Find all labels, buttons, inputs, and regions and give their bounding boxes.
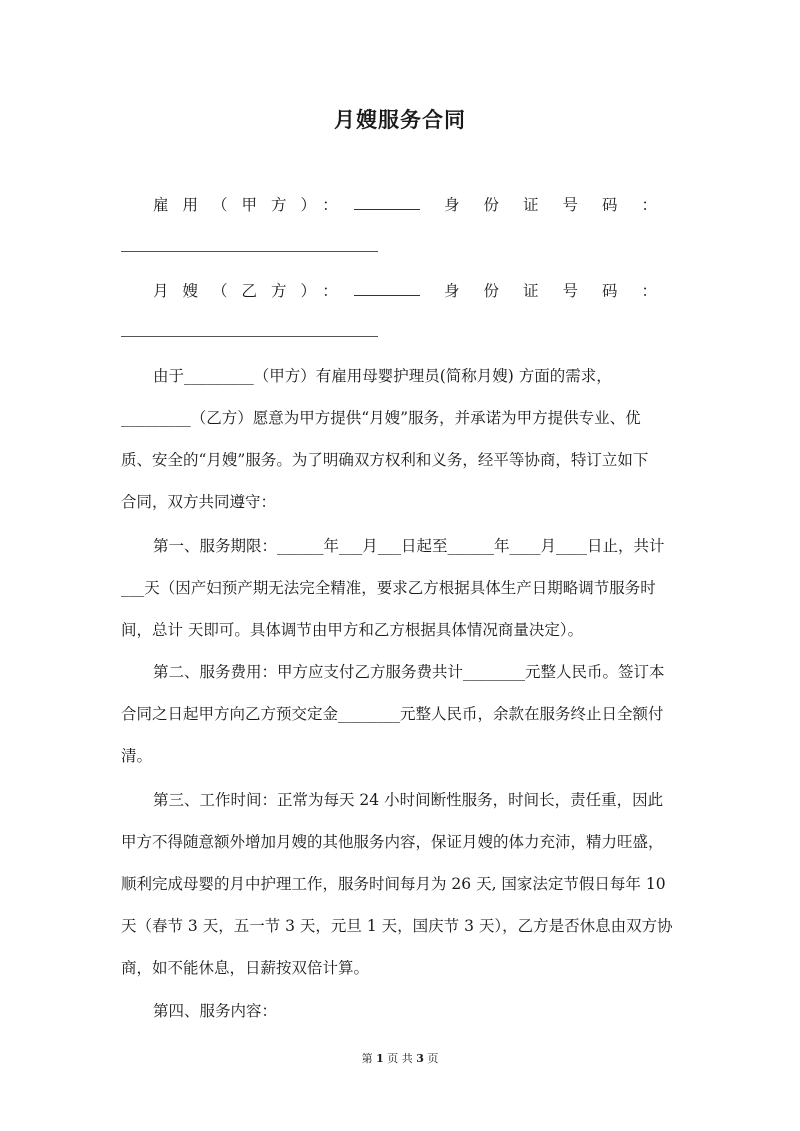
paragraph-1-line-1: 由于_________（甲方）有雇用母婴护理员(简称月嫂) 方面的需求， (153, 367, 612, 385)
footer-prefix: 第 (361, 1052, 373, 1065)
paragraph-2-line-2: ___天（因产妇预产期无法完全精准，要求乙方根据具体生产日期略调节服务时 (121, 579, 656, 597)
paragraph-4-line-3: 顺利完成母婴的月中护理工作，服务时间每月为 26 天, 国家法定节假日每年 10 (121, 875, 666, 893)
party-a-id-blank (121, 251, 378, 252)
page-footer (0, 1050, 800, 1066)
paragraph-2-line-3: 间，总计 天即可。具体调节由甲方和乙方根据具体情况商量决定）。 (121, 621, 584, 639)
party-b-label: 月嫂（乙方）： (153, 282, 352, 300)
paragraph-1-line-3: 质、安全的“月嫂”服务。为了明确双方权利和义务，经平等协商，特订立如下 (121, 451, 649, 469)
paragraph-3-line-1: 第二、服务费用：甲方应支付乙方服务费共计________元整人民币。签订本 (153, 663, 665, 681)
party-b-id-blank (121, 336, 378, 337)
footer-middle: 页 共 (387, 1052, 413, 1065)
paragraph-1-line-2: _________（乙方）愿意为甲方提供“月嫂”服务，并承诺为甲方提供专业、优 (121, 409, 641, 427)
party-a-id-label: 身份证号码： (443, 196, 681, 214)
paragraph-5-line-1: 第四、服务内容： (153, 1002, 278, 1020)
footer-suffix: 页 (427, 1052, 439, 1065)
footer-total-pages: 3 (416, 1052, 424, 1065)
paragraph-3-line-2: 合同之日起甲方向乙方预交定金________元整人民币，余款在服务终止日全额付 (121, 705, 664, 723)
party-b-row (121, 279, 681, 301)
paragraph-2-line-1: 第一、服务期限：______年___月___日起至______年____月____日止，共计 (153, 537, 665, 555)
party-a-label: 雇用（甲方）： (153, 196, 352, 214)
paragraph-4-line-4: 天（春节 3 天，五一节 3 天，元旦 1 天，国庆节 3 天），乙方是否休息由双方协 (121, 917, 673, 935)
paragraph-3-line-3: 清。 (121, 747, 153, 765)
paragraph-4-line-5: 商，如不能休息，日薪按双倍计算。 (121, 959, 370, 977)
footer-page-number: 1 (376, 1052, 384, 1065)
party-b-name-blank (354, 281, 420, 296)
party-b-id-label: 身份证号码： (443, 282, 681, 300)
party-a-name-blank (354, 195, 420, 210)
paragraph-4-line-2: 甲方不得随意额外增加月嫂的其他服务内容，保证月嫂的体力充沛，精力旺盛， (121, 833, 664, 851)
party-a-row (121, 193, 681, 215)
paragraph-1-line-4: 合同，双方共同遵守： (121, 493, 277, 511)
document-title: 月嫂服务合同 (334, 108, 466, 132)
paragraph-4-line-1: 第三、工作时间：正常为每天 24 小时间断性服务，时间长，责任重，因此 (153, 791, 664, 809)
